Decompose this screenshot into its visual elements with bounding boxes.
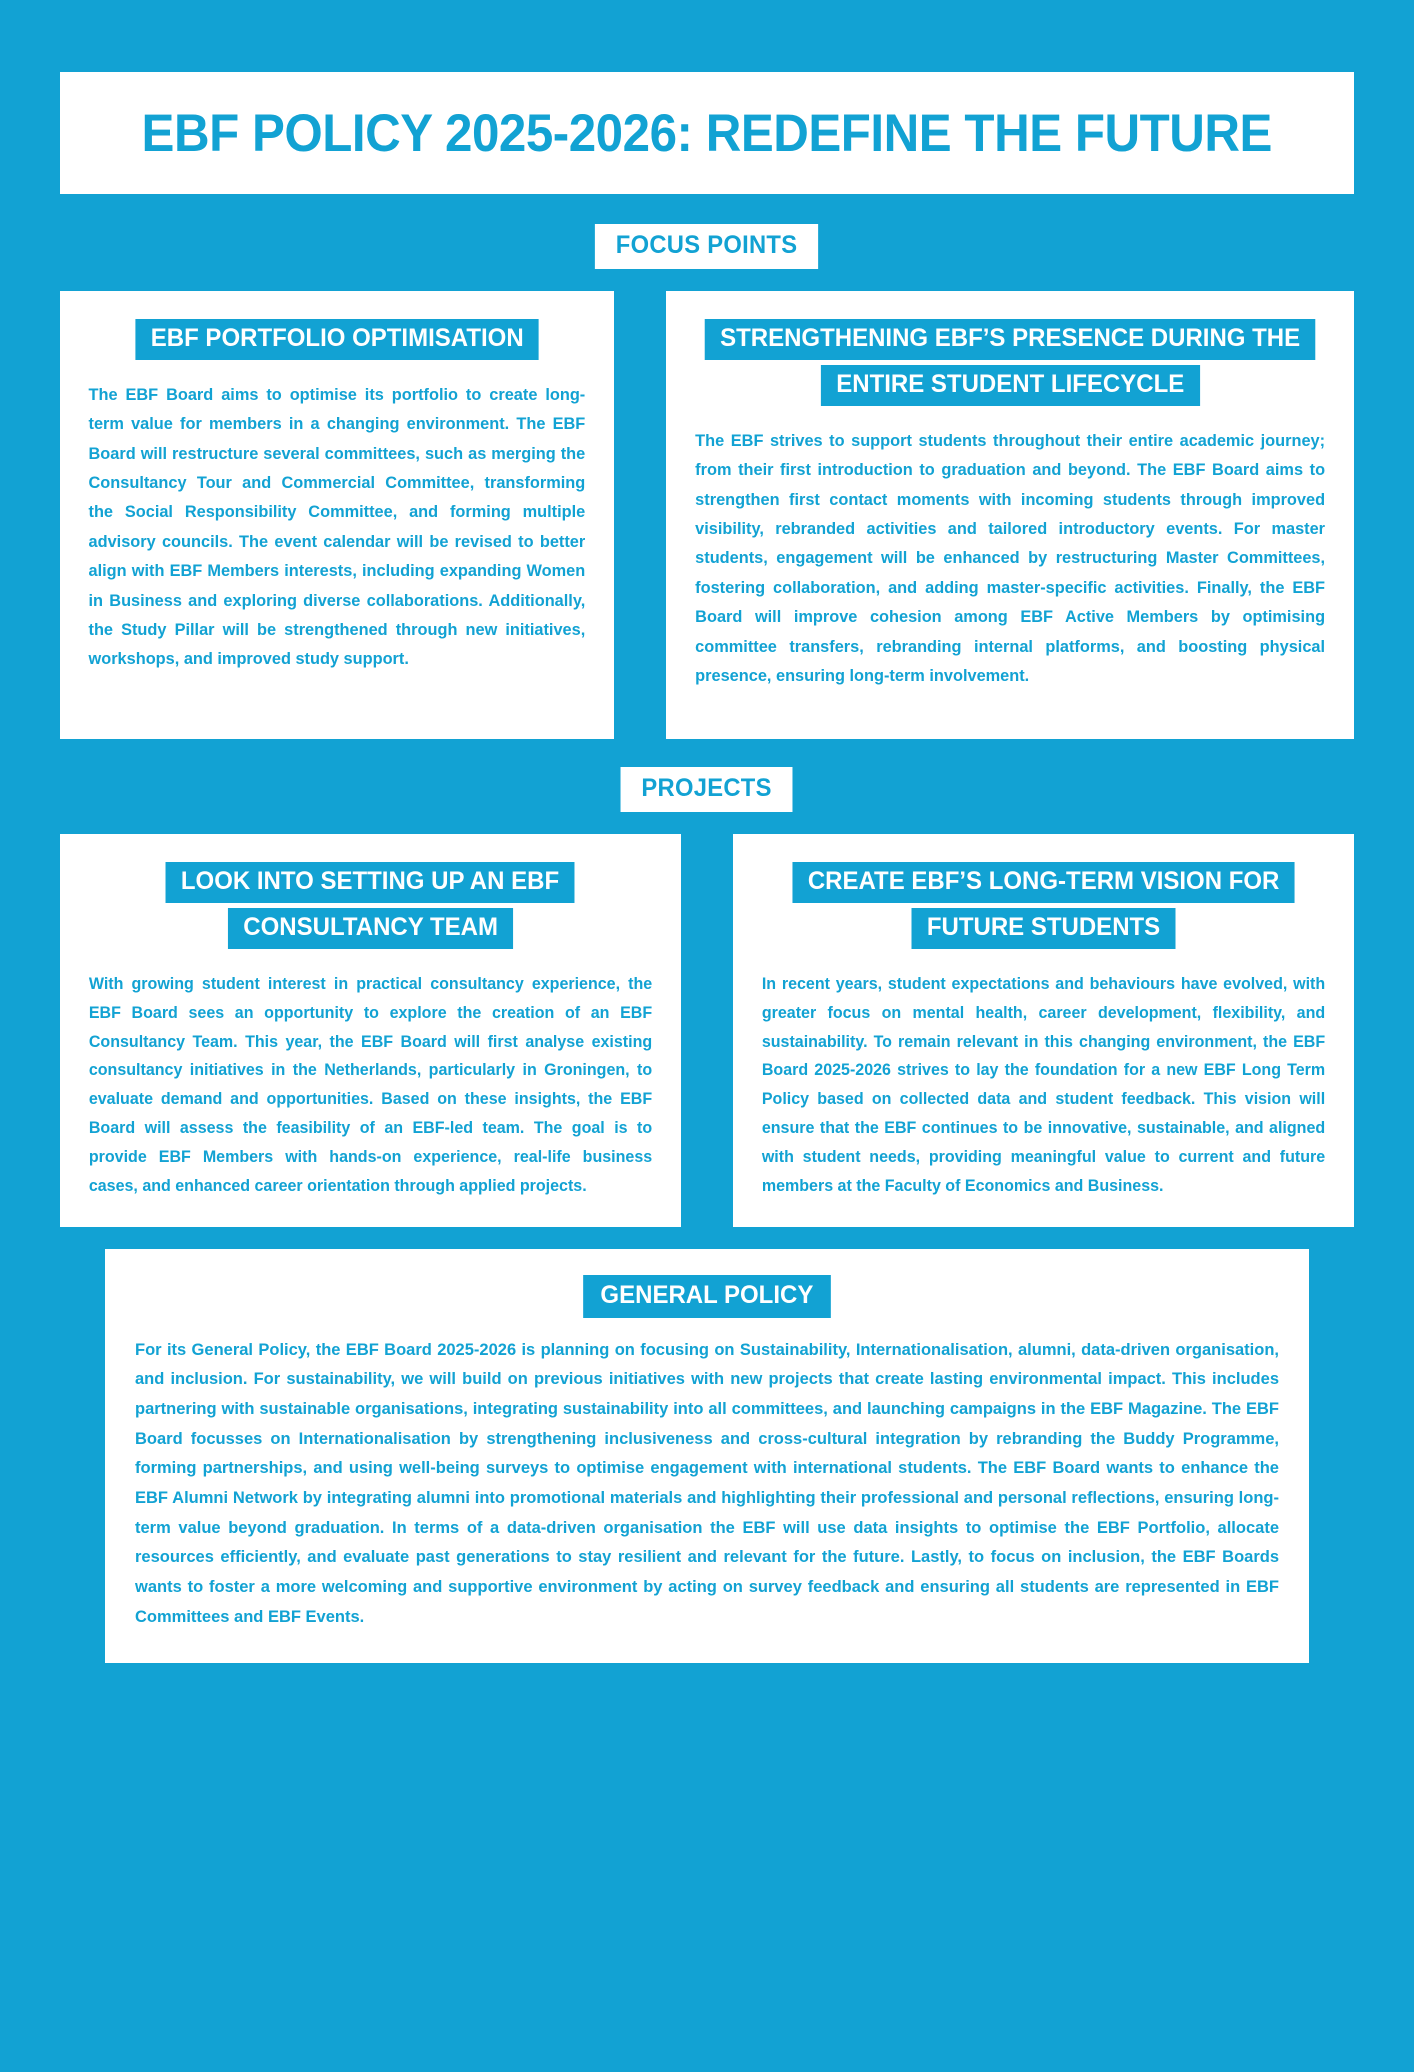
focus-point-card-2 — [666, 291, 1354, 739]
project-2-heading — [759, 862, 1328, 954]
focus-point-1-heading-line-1: EBF PORTFOLIO OPTIMISATION — [135, 319, 539, 360]
focus-point-2-heading-line-2: ENTIRE STUDENT LIFECYCLE — [821, 365, 1200, 406]
poster-title-bar — [60, 72, 1354, 194]
project-2-heading-line-1: CREATE EBF’S LONG-TERM VISION FOR — [792, 862, 1294, 903]
general-policy-heading-row — [135, 1275, 1279, 1318]
projects-label-row — [60, 767, 1354, 812]
projects-row — [60, 834, 1354, 1227]
poster — [0, 72, 1414, 2072]
focus-point-2-body: The EBF strives to support students throughout their entire academic journey; from their first introduction to graduation and beyond. The EBF Board aims to strengthen first contact moments with incoming students through improved visibility, rebranded activities and tailored introductory events. For master students, engagement will be enhanced by restructuring Master Committees, fostering collaboration, and adding master-specific activities. Finally, the EBF Board will improve cohesion among EBF Active Members by optimising committee transfers, rebranding internal platforms, and boosting physical presence, ensuring long-term involvement. — [694, 432, 1325, 685]
project-1-heading-line-1: LOOK INTO SETTING UP AN EBF — [166, 862, 575, 903]
project-card-1 — [60, 834, 681, 1227]
section-label-general-policy: GENERAL POLICY — [583, 1275, 830, 1318]
project-card-2 — [733, 834, 1354, 1227]
project-1-heading — [86, 862, 655, 954]
page-title: EBF POLICY 2025-2026: REDEFINE THE FUTURE — [141, 103, 1273, 163]
focus-point-2-heading — [692, 319, 1328, 411]
general-policy-section — [60, 1249, 1354, 1663]
project-2-body: In recent years, student expectations and behaviours have evolved, with greater focus on mental health, career development, flexibility, and sustainability. To remain relevant in this changing environment, the EBF Board 2025-2026 strives to lay the foundation for a new EBF Long Term Policy based on collected data and student feedback. This vision will ensure that the EBF continues to be innovative, sustainable, and aligned with student needs, providing meaningful value to current and future members at the Faculty of Economics and Business. — [761, 975, 1326, 1195]
focus-points-label-row — [60, 224, 1354, 269]
project-1-heading-line-2: CONSULTANCY TEAM — [228, 908, 513, 949]
focus-point-2-heading-line-1: STRENGTHENING EBF’S PRESENCE DURING THE — [704, 319, 1315, 360]
project-1-body: With growing student interest in practical consultancy experience, the EBF Board sees an opportunity to explore the creation of an EBF Consultancy Team. This year, the EBF Board will first analyse existing consultancy initiatives in the Netherlands, particularly in Groningen, to evaluate demand and opportunities. Based on these insights, the EBF Board will assess the feasibility of an EBF-led team. The goal is to provide EBF Members with hands-on experience, real-life business cases, and enhanced career orientation through applied projects. — [88, 975, 653, 1195]
focus-point-1-body: The EBF Board aims to optimise its portfolio to create long-term value for members in a changing environment. The EBF Board will restructure several committees, such as merging the Consultancy Tour and Commercial Committee, transforming the Social Responsibility Committee, and forming multiple advisory councils. The event calendar will be revised to better align with EBF Members interests, including expanding Women in Business and exploring diverse collaborations. Additionally, the Study Pillar will be strengthened through new initiatives, workshops, and improved study support. — [88, 386, 586, 669]
section-label-focus-points: FOCUS POINTS — [595, 224, 818, 269]
section-label-projects: PROJECTS — [621, 767, 793, 812]
focus-points-row — [60, 291, 1354, 739]
general-policy-body: For its General Policy, the EBF Board 2025-2026 is planning on focusing on Sustainability, Internationalisation, alumni, data-driven organisation, and inclusion. For sustainability, we will build on previous initiatives with new projects that create lasting environmental impact. This includes partnering with sustainable organisations, integrating sustainability into all committees, and launching campaigns in the EBF Magazine. The EBF Board focusses on Internationalisation by strengthening inclusiveness and cross-cultural integration by rebranding the Buddy Programme, forming partnerships, and using well-being surveys to optimise engagement with international students. The EBF Board wants to enhance the EBF Alumni Network by integrating alumni into promotional materials and highlighting their professional and personal reflections, ensuring long-term value beyond graduation. In terms of a data-driven organisation the EBF will use data insights to optimise the EBF Portfolio, allocate resources efficiently, and evaluate past generations to stay resilient and relevant for the future. Lastly, to focus on inclusion, the EBF Boards wants to foster a more welcoming and supportive environment by acting on survey feedback and ensuring all students are represented in EBF Committees and EBF Events. — [135, 1340, 1279, 1626]
general-policy-card — [105, 1249, 1309, 1663]
focus-point-1-heading — [86, 319, 588, 365]
focus-point-card-1 — [60, 291, 614, 739]
project-2-heading-line-2: FUTURE STUDENTS — [911, 908, 1175, 949]
